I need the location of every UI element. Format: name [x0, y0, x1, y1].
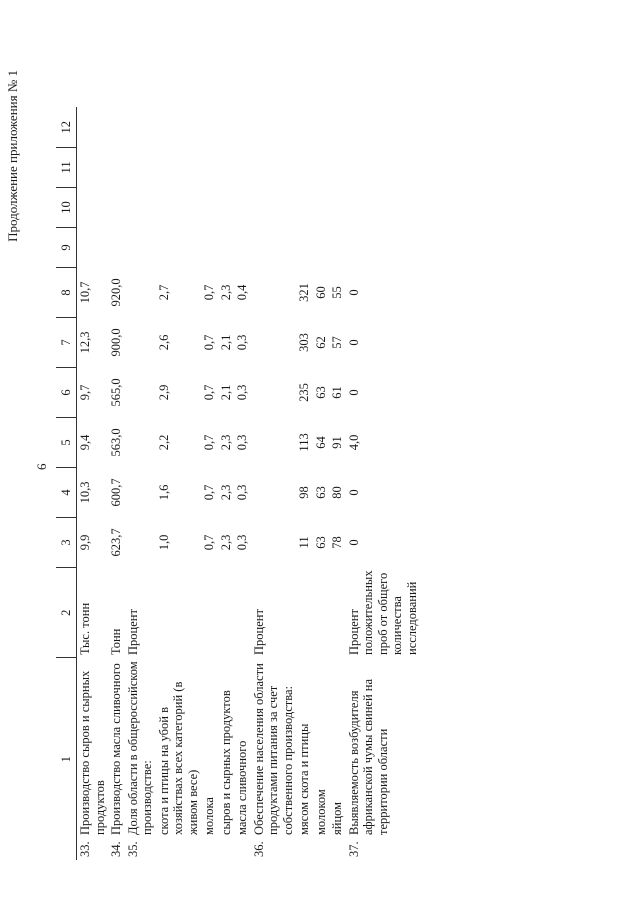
value-cell: 91	[330, 436, 344, 449]
value-cell	[108, 147, 125, 187]
unit-cell: Процент	[125, 609, 140, 655]
indicators-table	[56, 107, 420, 860]
unit-cell	[329, 567, 346, 658]
value-cell: 0,4	[235, 284, 249, 301]
value-cell	[125, 517, 156, 567]
row-number	[156, 838, 202, 860]
col-header-8: 8	[56, 267, 77, 317]
unit-cell: Тонн	[109, 628, 123, 655]
col-header-9: 9	[56, 227, 77, 267]
col-header-3: 3	[56, 517, 77, 567]
value-cell	[251, 467, 297, 517]
value-cell: 2,3	[218, 284, 233, 301]
table-row	[346, 107, 421, 860]
value-cell: 61	[330, 386, 344, 399]
value-cell: 0	[346, 489, 361, 496]
value-cell	[125, 107, 156, 147]
appendix-title: Продолжение приложения № 1	[5, 70, 20, 242]
value-cell	[156, 147, 202, 187]
value-cell	[218, 107, 235, 147]
value-cell	[218, 187, 235, 227]
table-row	[156, 107, 202, 860]
value-cell: 10,7	[78, 281, 92, 304]
value-cell	[201, 147, 218, 187]
value-cell: 11	[297, 536, 311, 549]
row-number	[313, 838, 330, 860]
value-cell: 235	[297, 383, 311, 402]
value-cell: 1,0	[156, 534, 171, 551]
indicator-label: сыров и сырных продуктов	[218, 690, 233, 835]
row-number: 34.	[109, 841, 123, 857]
value-cell: 57	[330, 336, 344, 349]
value-cell: 600,7	[109, 478, 123, 507]
value-cell: 900,0	[109, 328, 123, 357]
value-cell: 63	[313, 536, 328, 549]
value-cell	[329, 147, 346, 187]
row-number	[296, 838, 313, 860]
value-cell: 2,2	[156, 434, 171, 451]
indicator-label: Обеспечение населения области продуктами питания за счет собственного производства:	[251, 663, 295, 835]
value-cell: 303	[297, 333, 311, 352]
value-cell	[296, 187, 313, 227]
row-number: 35.	[125, 841, 140, 857]
col-header-7: 7	[56, 317, 77, 367]
unit-cell	[234, 567, 251, 658]
value-cell	[329, 187, 346, 227]
value-cell: 55	[330, 286, 344, 299]
value-cell	[329, 107, 346, 147]
value-cell	[77, 187, 109, 227]
table-row	[251, 107, 297, 860]
table-row	[108, 107, 125, 860]
value-cell: 2,7	[156, 284, 171, 301]
value-cell: 0,3	[235, 484, 249, 501]
value-cell: 0,7	[202, 484, 216, 501]
value-cell	[234, 227, 251, 267]
value-cell: 0	[346, 539, 361, 546]
value-cell	[125, 467, 156, 517]
value-cell: 0,3	[235, 534, 249, 551]
value-cell	[346, 187, 421, 227]
value-cell	[251, 367, 297, 417]
table-row	[329, 107, 346, 860]
row-number: 37.	[346, 841, 361, 857]
value-cell: 9,7	[78, 384, 92, 401]
value-cell	[313, 187, 330, 227]
unit-cell	[296, 567, 313, 658]
value-cell: 98	[297, 486, 311, 499]
value-cell	[218, 147, 235, 187]
value-cell	[108, 187, 125, 227]
col-header-1: 1	[56, 658, 77, 860]
column-header-row	[56, 107, 77, 860]
value-cell: 113	[297, 433, 311, 452]
value-cell: 9,9	[78, 534, 92, 551]
col-header-5: 5	[56, 417, 77, 467]
value-cell: 63	[313, 486, 328, 499]
indicator-label: Доля области в общероссийском производстве:	[125, 661, 154, 835]
value-cell	[201, 227, 218, 267]
value-cell	[77, 227, 109, 267]
page-number: 6	[34, 463, 49, 470]
indicator-label: молоком	[313, 789, 328, 835]
row-number: 36.	[251, 841, 266, 857]
value-cell: 60	[313, 286, 328, 299]
row-number	[218, 838, 235, 860]
value-cell: 2,3	[218, 484, 233, 501]
table-row	[313, 107, 330, 860]
col-header-12: 12	[56, 107, 77, 147]
value-cell	[313, 147, 330, 187]
table-body	[77, 107, 421, 860]
value-cell	[125, 267, 156, 317]
value-cell: 2,1	[218, 334, 233, 351]
value-cell	[234, 147, 251, 187]
value-cell	[251, 187, 297, 227]
value-cell	[346, 147, 421, 187]
indicator-label: молока	[202, 797, 216, 835]
value-cell	[125, 417, 156, 467]
value-cell: 623,7	[109, 528, 123, 557]
value-cell	[251, 147, 297, 187]
value-cell: 0,3	[235, 434, 249, 451]
row-number: 33.	[78, 841, 92, 857]
value-cell	[251, 517, 297, 567]
unit-cell	[313, 567, 330, 658]
value-cell	[218, 227, 235, 267]
value-cell: 321	[297, 283, 311, 302]
unit-cell: Тыс. тонн	[78, 602, 92, 655]
value-cell	[346, 107, 421, 147]
row-number	[201, 838, 218, 860]
value-cell: 63	[313, 386, 328, 399]
table-row	[234, 107, 251, 860]
value-cell	[125, 367, 156, 417]
value-cell	[125, 187, 156, 227]
value-cell: 62	[313, 336, 328, 349]
table-row	[296, 107, 313, 860]
value-cell	[234, 187, 251, 227]
value-cell: 565,0	[109, 378, 123, 407]
value-cell: 0,7	[202, 384, 216, 401]
indicator-label: Производство сыров и сырных продуктов	[78, 670, 107, 835]
value-cell	[201, 187, 218, 227]
value-cell: 920,0	[109, 278, 123, 307]
value-cell: 10,3	[78, 481, 92, 504]
unit-cell	[201, 567, 218, 658]
value-cell	[251, 107, 297, 147]
value-cell	[251, 227, 297, 267]
indicator-label: Выявляемость возбудителя африканской чумы свиней на территории области	[346, 679, 390, 835]
value-cell: 2,9	[156, 384, 171, 401]
value-cell	[313, 107, 330, 147]
value-cell	[251, 317, 297, 367]
value-cell: 0	[346, 389, 361, 396]
value-cell: 4,0	[346, 434, 361, 451]
value-cell: 0	[346, 339, 361, 346]
value-cell: 2,1	[218, 384, 233, 401]
col-header-2: 2	[56, 567, 77, 658]
table-row	[201, 107, 218, 860]
value-cell: 64	[313, 436, 328, 449]
value-cell	[296, 227, 313, 267]
value-cell: 0,7	[202, 334, 216, 351]
indicator-label: Производство масла сливочного	[109, 663, 123, 835]
value-cell	[77, 107, 109, 147]
value-cell	[313, 227, 330, 267]
value-cell: 0,7	[202, 534, 216, 551]
indicator-label: масла сливочного	[235, 740, 249, 835]
value-cell	[251, 267, 297, 317]
value-cell: 2,3	[218, 434, 233, 451]
value-cell: 0,7	[202, 284, 216, 301]
col-header-11: 11	[56, 147, 77, 187]
table-row	[125, 107, 156, 860]
value-cell	[201, 107, 218, 147]
value-cell	[296, 147, 313, 187]
value-cell: 0,7	[202, 434, 216, 451]
value-cell	[108, 107, 125, 147]
row-number	[329, 838, 346, 860]
value-cell	[329, 227, 346, 267]
unit-cell: Процент	[251, 609, 266, 655]
value-cell	[125, 317, 156, 367]
unit-cell	[156, 567, 202, 658]
value-cell: 78	[330, 536, 344, 549]
value-cell: 2,3	[218, 534, 233, 551]
value-cell	[156, 107, 202, 147]
indicator-label: мясом скота и птицы	[297, 723, 311, 835]
value-cell	[296, 107, 313, 147]
indicator-label: яйцом	[330, 801, 344, 835]
value-cell	[346, 227, 421, 267]
value-cell	[156, 187, 202, 227]
value-cell	[156, 227, 202, 267]
value-cell	[125, 147, 156, 187]
value-cell	[77, 147, 109, 187]
unit-cell: Процент положительных проб от общего количества исследований	[346, 570, 419, 655]
value-cell	[125, 227, 156, 267]
unit-cell	[218, 567, 235, 658]
col-header-4: 4	[56, 467, 77, 517]
row-number	[234, 838, 251, 860]
value-cell: 80	[330, 486, 344, 499]
value-cell: 0	[346, 289, 361, 296]
value-cell: 12,3	[78, 331, 92, 354]
indicator-label: скота и птицы на убой в хозяйствах всех категорий (в живом весе)	[156, 681, 200, 835]
col-header-6: 6	[56, 367, 77, 417]
value-cell	[234, 107, 251, 147]
table-row	[218, 107, 235, 860]
col-header-10: 10	[56, 187, 77, 227]
value-cell: 0,3	[235, 334, 249, 351]
value-cell	[108, 227, 125, 267]
value-cell: 563,0	[109, 428, 123, 457]
value-cell: 1,6	[156, 484, 171, 501]
value-cell	[251, 417, 297, 467]
table-row	[77, 107, 109, 860]
value-cell: 9,4	[78, 434, 92, 451]
value-cell: 2,6	[156, 334, 171, 351]
value-cell: 0,3	[235, 384, 249, 401]
